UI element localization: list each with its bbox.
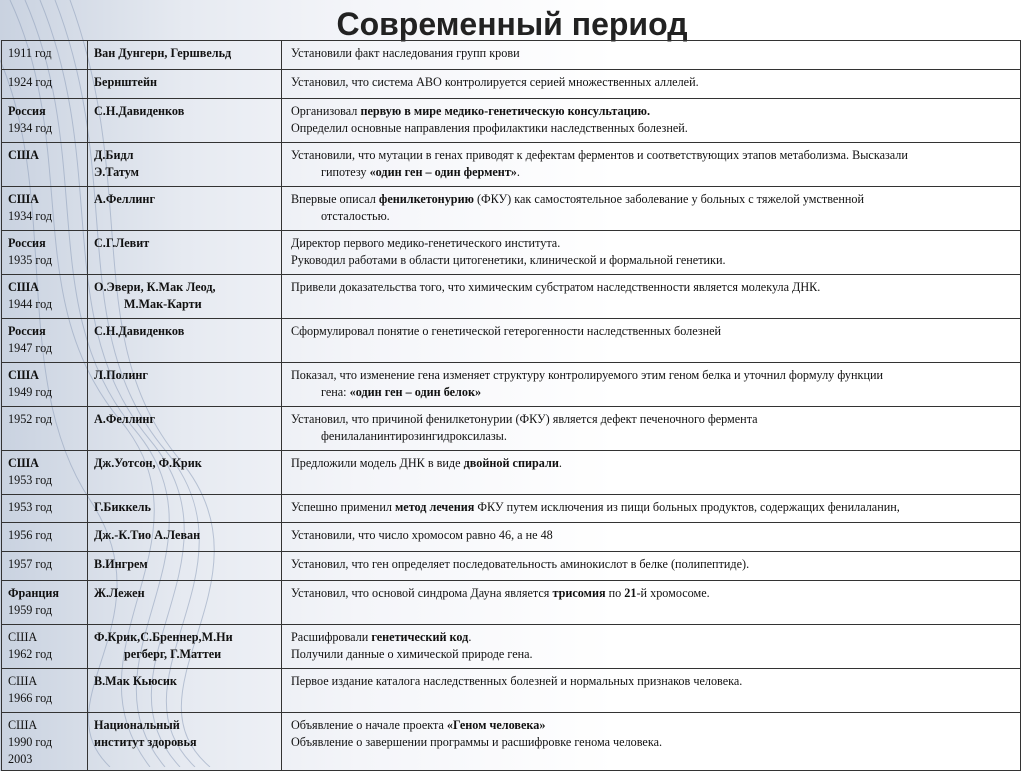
scientist-cell: Л.Полинг [88,363,282,407]
scientist-cell: Национальный институт здоровья [88,713,282,771]
table-row [2,99,1021,143]
discovery-cell: Установил, что основой синдрома Дауна является трисомия по 21-й хромосоме. [282,581,1021,625]
scientist-cell: Ж.Лежен [88,581,282,625]
period-cell: Россия 1934 год [2,99,88,143]
scientist-cell: Ван Дунгерн, Гершвельд [88,41,282,70]
period-cell: Россия 1947 год [2,319,88,363]
period-cell: США 1934 год [2,187,88,231]
discovery-cell: Установили, что число хромосом равно 46, а не 48 [282,523,1021,552]
table-row [2,552,1021,581]
scientist-cell: С.Г.Левит [88,231,282,275]
discovery-cell: Расшифровали генетический код. Получили данные о химической природе гена. [282,625,1021,669]
discovery-cell: Организовал первую в мире медико-генетическую консультацию. Определил основные направления профилактики наследственных болезней. [282,99,1021,143]
period-cell: США 1990 год 2003 [2,713,88,771]
discovery-cell: Предложили модель ДНК в виде двойной спирали. [282,451,1021,495]
table-row [2,581,1021,625]
discovery-cell: Установили, что мутации в генах приводят к дефектам ферментов и соответствующих этапов метаболизма. Высказали гипотезу «один ген – один фермент». [282,143,1021,187]
period-cell: 1911 год [2,41,88,70]
period-cell: США 1944 год [2,275,88,319]
table-row [2,451,1021,495]
table-row [2,407,1021,451]
period-cell: Россия 1935 год [2,231,88,275]
period-cell: США 1949 год [2,363,88,407]
discovery-cell: Установили факт наследования групп крови [282,41,1021,70]
scientist-cell: Дж.Уотсон, Ф.Крик [88,451,282,495]
scientist-cell: С.Н.Давиденков [88,319,282,363]
discovery-cell: Первое издание каталога наследственных болезней и нормальных признаков человека. [282,669,1021,713]
scientist-cell: А.Феллинг [88,187,282,231]
period-cell: 1953 год [2,495,88,523]
scientist-cell: Ф.Крик,С.Бреннер,М.Ни регберг, Г.Маттеи [88,625,282,669]
period-cell: США [2,143,88,187]
table-row [2,523,1021,552]
table-row [2,231,1021,275]
scientist-cell: С.Н.Давиденков [88,99,282,143]
scientist-cell: В.Мак Кьюсик [88,669,282,713]
table-row [2,669,1021,713]
period-cell: США 1962 год [2,625,88,669]
discovery-cell: Привели доказательства того, что химическим субстратом наследственности является молекула ДНК. [282,275,1021,319]
table-row [2,70,1021,99]
period-cell: 1952 год [2,407,88,451]
table-row [2,363,1021,407]
period-cell: США 1966 год [2,669,88,713]
page-title: Современный период [336,6,688,42]
table-row [2,41,1021,70]
period-cell: Франция 1959 год [2,581,88,625]
period-cell: 1924 год [2,70,88,99]
table-row [2,187,1021,231]
discovery-cell: Установил, что система АВО контролируется серией множественных аллелей. [282,70,1021,99]
table-row [2,625,1021,669]
period-cell: США 1953 год [2,451,88,495]
period-cell: 1956 год [2,523,88,552]
table-row [2,713,1021,771]
discovery-cell: Успешно применил метод лечения ФКУ путем исключения из пищи больных продуктов, содержащих фенилаланин, [282,495,1021,523]
discovery-cell: Установил, что причиной фенилкетонурии (ФКУ) является дефект печеночного фермента фенилаланинтирозингидроксилазы. [282,407,1021,451]
scientist-cell: О.Эвери, К.Мак Леод, М.Мак-Карти [88,275,282,319]
period-cell: 1957 год [2,552,88,581]
scientist-cell: Д.Бидл Э.Татум [88,143,282,187]
discovery-cell: Показал, что изменение гена изменяет структуру контролируемого этим геном белка и уточнил формулу функции гена: «один ген – один белок» [282,363,1021,407]
discovery-cell: Сформулировал понятие о генетической гетерогенности наследственных болезней [282,319,1021,363]
table-row [2,319,1021,363]
table-row [2,275,1021,319]
scientist-cell: В.Ингрем [88,552,282,581]
scientist-cell: Бернштейн [88,70,282,99]
discovery-cell: Директор первого медико-генетического института. Руководил работами в области цитогенетики, клинической и формальной генетики. [282,231,1021,275]
timeline-table [1,40,1021,771]
discovery-cell: Впервые описал фенилкетонурию (ФКУ) как самостоятельное заболевание у больных с тяжелой умственной отсталостью. [282,187,1021,231]
scientist-cell: Дж.-К.Тио А.Леван [88,523,282,552]
discovery-cell: Установил, что ген определяет последовательность аминокислот в белке (полипептиде). [282,552,1021,581]
table-row [2,143,1021,187]
table-row [2,495,1021,523]
scientist-cell: А.Феллинг [88,407,282,451]
discovery-cell: Объявление о начале проекта «Геном человека» Объявление о завершении программы и расшифровке генома человека. [282,713,1021,771]
scientist-cell: Г.Биккель [88,495,282,523]
